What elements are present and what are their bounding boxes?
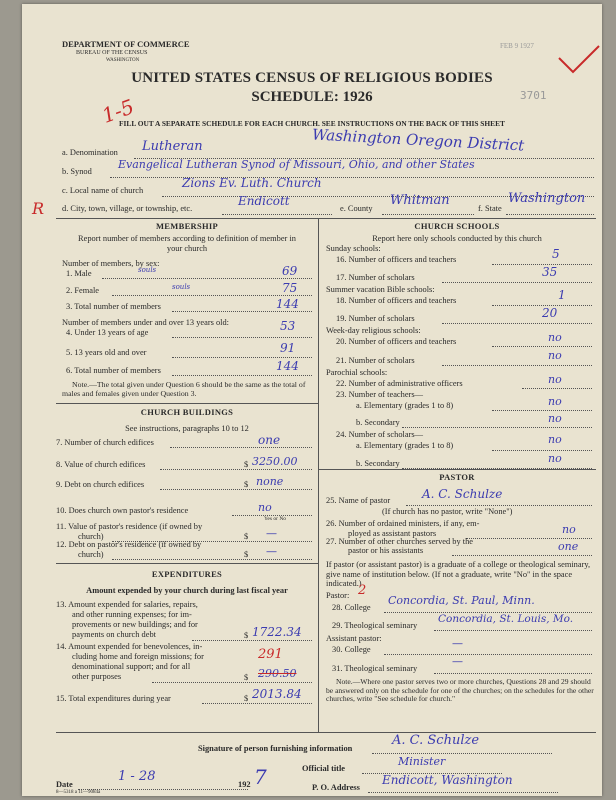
q9-line	[160, 489, 312, 490]
q23-label: 23. Number of teachers—	[336, 390, 423, 399]
form-number: 3701	[520, 89, 547, 102]
dept-city: WASHINGTON	[106, 58, 140, 63]
q21-value: no	[548, 349, 562, 362]
q27-value: one	[558, 540, 579, 553]
q26-line	[466, 538, 592, 539]
pastor-red-mark: 2	[358, 583, 367, 598]
assistant-label: Assistant pastor:	[326, 634, 382, 643]
q15-dollar: $	[244, 694, 249, 703]
q17-line	[442, 282, 592, 283]
q29-label: 29. Theological seminary	[332, 621, 418, 630]
q19-line	[442, 323, 592, 324]
q10-label: 10. Does church own pastor's residence	[56, 506, 189, 515]
bureau-name: BUREAU OF THE CENSUS	[76, 50, 148, 56]
q24b-line	[402, 468, 592, 469]
local-name-label: c. Local name of church	[62, 186, 144, 195]
q20-value: no	[548, 331, 562, 344]
q18-value: 1	[558, 288, 566, 302]
q14-dollar: $	[244, 673, 249, 682]
q9-value: none	[256, 475, 284, 488]
address-line	[368, 792, 558, 793]
q23b-line	[402, 427, 592, 428]
pastor-note: Note.—Where one pastor serves two or more churches, Questions 28 and 29 should be answered only on the schedule for one of the churches; on the schedules for the other churches, write "See schedule for church."	[326, 677, 594, 704]
local-name-value: Zions Ev. Luth. Church	[182, 176, 322, 190]
q6-line	[172, 375, 312, 376]
district-value: Washington Oregon District	[311, 125, 525, 155]
q22-line	[522, 388, 592, 389]
date-line	[78, 789, 248, 790]
city-line	[222, 214, 332, 215]
signature-value: A. C. Schulze	[392, 733, 480, 748]
q11-label-b: church)	[78, 532, 104, 541]
city-value: Endicott	[238, 194, 290, 208]
q17-label: 17. Number of scholars	[336, 273, 415, 282]
red-mark: 1-5	[98, 94, 138, 128]
q2-label: 2. Female	[66, 286, 100, 295]
q15-label: 15. Total expenditures during year	[56, 694, 171, 703]
q23a-line	[492, 410, 592, 411]
q5-label: 5. 13 years old and over	[66, 348, 147, 357]
q3-label: 3. Total number of members	[66, 302, 161, 311]
q12-dollar: $	[244, 550, 249, 559]
synod-value: Evangelical Lutheran Synod of Missouri, Ohio, and other States	[118, 158, 475, 171]
q5-line	[172, 357, 312, 358]
q25-line	[406, 505, 592, 506]
county-label: e. County	[340, 204, 373, 213]
top-rule	[56, 218, 596, 219]
q25-value: A. C. Schulze	[422, 487, 503, 501]
q25-label: 25. Name of pastor	[326, 496, 391, 505]
q23a-label: a. Elementary (grades 1 to 8)	[356, 401, 454, 410]
q30-line	[384, 654, 592, 655]
rule-pastor	[318, 469, 596, 470]
form-codes: 8—5318 a 11—9084a	[56, 790, 101, 795]
county-value: Whitman	[390, 193, 450, 208]
q15-line	[202, 703, 312, 704]
q24a-value: no	[548, 433, 562, 446]
q31-line	[434, 673, 592, 674]
q15-value: 2013.84	[252, 687, 302, 701]
q24-label: 24. Number of scholars—	[336, 430, 423, 439]
date-label: Date	[56, 780, 73, 789]
form-title: UNITED STATES CENSUS OF RELIGIOUS BODIES	[131, 70, 493, 86]
vacation-label: Summer vacation Bible schools:	[326, 285, 435, 294]
buildings-intro: See instructions, paragraphs 10 to 12	[125, 424, 249, 433]
q13-line	[192, 640, 312, 641]
q24b-value: no	[548, 452, 562, 465]
state-value: Washington	[508, 191, 586, 206]
signature-label: Signature of person furnishing information	[198, 744, 353, 753]
q20-label: 20. Number of officers and teachers	[336, 337, 457, 346]
expenditures-intro: Amount expended by your church during last fiscal year	[86, 586, 288, 595]
q29-line	[434, 630, 592, 631]
received-stamp: FEB 9 1927	[500, 42, 534, 50]
q9-dollar: $	[244, 480, 249, 489]
bottom-rule	[56, 732, 596, 733]
sex-label: Number of members, by sex:	[62, 259, 160, 268]
membership-intro: Report number of members according to definition of member in your church	[78, 234, 296, 253]
q6-value: 144	[276, 359, 299, 373]
buildings-title: CHURCH BUILDINGS	[140, 407, 234, 417]
denomination-label: a. Denomination	[62, 148, 118, 157]
schedule-title: SCHEDULE: 1926	[251, 89, 373, 105]
q28-value: Concordia, St. Paul, Minn.	[388, 594, 535, 607]
q7-value: one	[258, 433, 281, 447]
q14-label: 14. Amount expended for benevolences, in- cluding home and foreign missions; for denominational support; and for all other purposes	[56, 642, 204, 682]
q21-label: 21. Number of scholars	[336, 356, 415, 365]
q13-label: 13. Amount expended for salaries, repairs, and other running expenses; for im- provements or new buildings; and for payments on church debt	[56, 600, 198, 640]
state-label: f. State	[478, 204, 502, 213]
q31-value: —	[452, 655, 463, 668]
q8-line	[160, 469, 312, 470]
sunday-label: Sunday schools:	[326, 244, 381, 253]
weekday-label: Week-day religious schools:	[326, 326, 421, 335]
q9-label: 9. Debt on church edifices	[56, 480, 145, 489]
signature-line	[372, 753, 552, 754]
year-prefix: 192	[238, 780, 251, 789]
q24a-label: a. Elementary (grades 1 to 8)	[356, 441, 454, 450]
q26-label-a: 26. Number of ordained ministers, if any, em-	[326, 519, 480, 528]
q11-label-a: 11. Value of pastor's residence (if owned by	[56, 522, 203, 531]
q25-hint: (If church has no pastor, write "None")	[382, 507, 513, 516]
q1-note: souls	[138, 266, 157, 274]
q8-value: 3250.00	[252, 455, 298, 468]
q2-value: 75	[282, 281, 298, 295]
pastor-title: PASTOR	[439, 472, 475, 482]
q10-hint: Yes or No	[264, 516, 287, 522]
college-intro: If pastor (or assistant pastor) is a graduate of a college or theological seminary, give name of institution below. (If not a graduate, write "No" in the space indicated.)	[326, 560, 591, 589]
synod-label: b. Synod	[62, 167, 92, 176]
q14-red-correction: 291	[258, 647, 283, 662]
q1-label: 1. Male	[66, 269, 92, 278]
red-check-mark	[557, 44, 601, 76]
q30-label: 30. College	[332, 645, 371, 654]
rule-buildings	[56, 403, 318, 404]
q26-label-b: ployed as assistant pastors	[348, 529, 437, 538]
q14-value: 290.50	[258, 667, 297, 680]
q27-label-b: pastor or his assistants	[348, 546, 424, 555]
county-line	[382, 214, 474, 215]
q12-line	[112, 559, 312, 560]
q13-value: 1722.34	[252, 625, 302, 639]
q19-value: 20	[542, 306, 558, 320]
parochial-label: Parochial schools:	[326, 368, 388, 377]
year-digit: 7	[254, 765, 267, 789]
q4-value: 53	[280, 319, 296, 333]
schools-intro: Report here only schools conducted by this church	[372, 234, 542, 243]
q6-label: 6. Total number of members	[66, 366, 161, 375]
q12-label-b: church)	[78, 550, 104, 559]
q17-value: 35	[542, 265, 558, 279]
q3-value: 144	[276, 297, 299, 311]
city-label: d. City, town, village, or township, etc.	[62, 204, 193, 213]
q12-label-a: 12. Debt on pastor's residence (if owned by	[56, 540, 202, 549]
date-value: 1 - 28	[118, 769, 156, 784]
q16-label: 16. Number of officers and teachers	[336, 255, 457, 264]
schools-title: CHURCH SCHOOLS	[414, 221, 500, 231]
official-title-label: Official title	[302, 764, 346, 773]
q2-note: souls	[172, 283, 191, 291]
q24a-line	[492, 450, 592, 451]
census-schedule-sheet	[22, 4, 602, 796]
q26-value: no	[562, 523, 576, 536]
state-line	[506, 214, 594, 215]
dept-name: DEPARTMENT OF COMMERCE	[62, 39, 190, 49]
q5-value: 91	[280, 341, 296, 355]
q21-line	[442, 365, 592, 366]
q27-line	[452, 555, 592, 556]
address-value: Endicott, Washington	[382, 773, 513, 787]
age-label: Number of members under and over 13 years old:	[62, 318, 229, 327]
q28-label: 28. College	[332, 603, 371, 612]
address-label: P. O. Address	[312, 783, 360, 792]
q7-label: 7. Number of church edifices	[56, 438, 154, 447]
rule-expenditures	[56, 563, 318, 564]
q30-value: —	[452, 637, 463, 650]
q22-label: 22. Number of administrative officers	[336, 379, 463, 388]
q18-label: 18. Number of officers and teachers	[336, 296, 457, 305]
q13-dollar: $	[244, 631, 249, 640]
q24b-label: b. Secondary	[356, 459, 400, 468]
q19-label: 19. Number of scholars	[336, 314, 415, 323]
q4-label: 4. Under 13 years of age	[66, 328, 149, 337]
q31-label: 31. Theological seminary	[332, 664, 418, 673]
pastor-sub-label: Pastor:	[326, 591, 350, 600]
q11-value: —	[266, 527, 277, 540]
q23a-value: no	[548, 395, 562, 408]
q16-value: 5	[552, 247, 560, 261]
expenditures-title: EXPENDITURES	[151, 569, 223, 579]
q12-value: —	[266, 545, 277, 558]
official-title-value: Minister	[398, 755, 446, 768]
membership-note: Note.—The total given under Question 6 should be the same as the total of males and females given under Question 3.	[62, 380, 306, 398]
q4-line	[172, 337, 312, 338]
q1-line	[102, 278, 312, 279]
q23b-value: no	[548, 412, 562, 425]
q23b-label: b. Secondary	[356, 418, 400, 427]
q11-dollar: $	[244, 532, 249, 541]
instruction-line: FILL OUT A SEPARATE SCHEDULE FOR EACH CHURCH. SEE INSTRUCTIONS ON THE BACK OF THIS SHEET	[119, 119, 505, 128]
q8-label: 8. Value of church edifices	[56, 460, 146, 469]
q14-line	[152, 682, 312, 683]
q22-value: no	[548, 373, 562, 386]
q10-value: no	[258, 501, 272, 514]
q8-dollar: $	[244, 460, 249, 469]
q20-line	[492, 346, 592, 347]
q7-line	[170, 447, 312, 448]
red-r-mark: R	[32, 199, 45, 218]
denomination-value: Lutheran	[142, 139, 203, 154]
q29-value: Concordia, St. Louis, Mo.	[438, 613, 574, 625]
q27-label-a: 27. Number of other churches served by the	[326, 537, 473, 546]
membership-title: MEMBERSHIP	[155, 221, 219, 231]
q1-value: 69	[282, 264, 298, 278]
